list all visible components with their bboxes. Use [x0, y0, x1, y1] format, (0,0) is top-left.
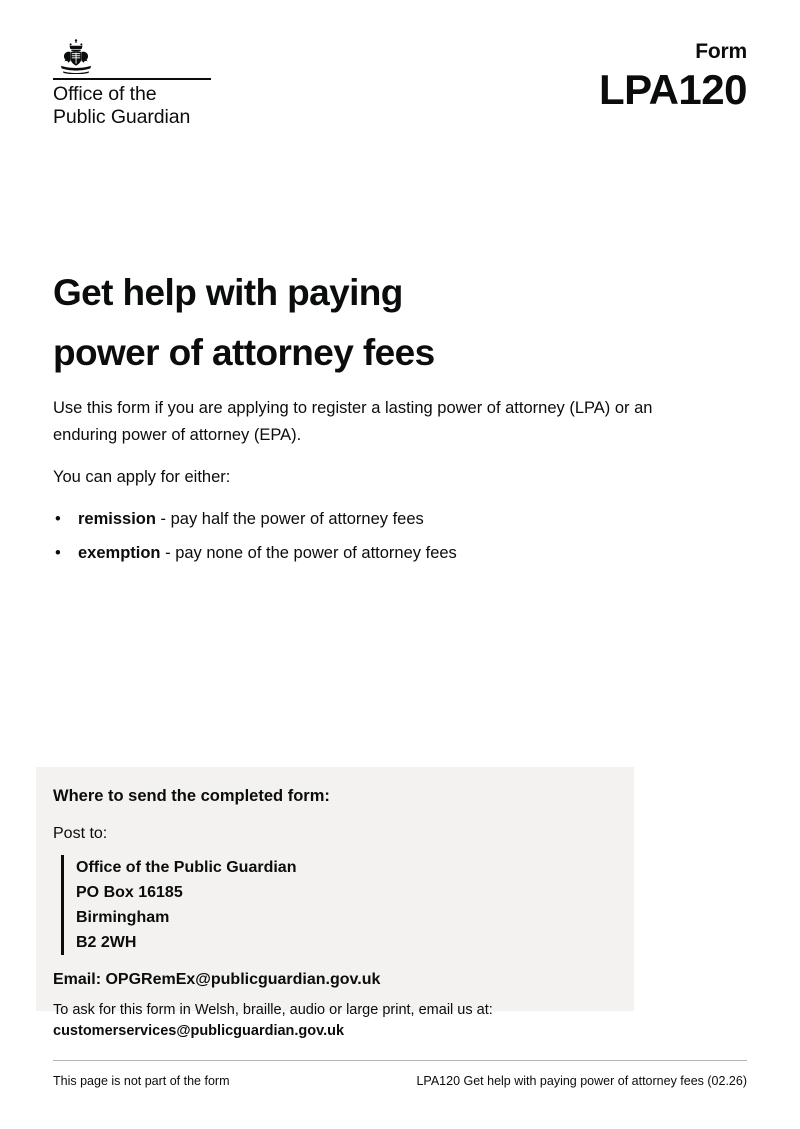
- footer-right-note: LPA120 Get help with paying power of attorney fees (02.26): [416, 1074, 747, 1088]
- intro-paragraph-2: You can apply for either:: [53, 468, 231, 486]
- list-item: [53, 540, 653, 567]
- introduction-section: [53, 395, 653, 574]
- bullet-term: exemption: [78, 544, 161, 562]
- fee-options-list: [53, 506, 653, 567]
- alternative-formats-text: To ask for this form in Welsh, braille, audio or large print, email us at:: [53, 1002, 493, 1018]
- where-to-send-heading: Where to send the completed form:: [53, 787, 330, 805]
- bullet-rest: - pay none of the power of attorney fees: [160, 544, 457, 562]
- footer-left-note: This page is not part of the form: [53, 1074, 230, 1088]
- address-line: B2 2WH: [76, 934, 137, 951]
- contact-email-line: Email: OPGRemEx@publicguardian.gov.uk: [53, 971, 381, 988]
- royal-crest-icon: [55, 38, 97, 74]
- address-line: Office of the Public Guardian: [76, 859, 297, 876]
- page-title-line2: power of attorney fees: [53, 331, 435, 373]
- opg-branding: [53, 38, 211, 129]
- where-to-send-box: [36, 767, 634, 1011]
- post-to-label: Post to:: [53, 825, 108, 842]
- form-identifier: [599, 38, 747, 114]
- intro-paragraph-1: Use this form if you are applying to register a lasting power of attorney (LPA) or an enduring power of attorney (EPA).: [53, 399, 653, 444]
- page-title-line1: Get help with paying: [53, 271, 403, 313]
- footer-divider: [53, 1060, 747, 1061]
- form-number-label: LPA120: [599, 66, 747, 113]
- address-line: PO Box 16185: [76, 884, 183, 901]
- page-title: [53, 263, 673, 383]
- postal-address: [61, 855, 634, 955]
- address-line: Birmingham: [76, 909, 170, 926]
- customer-services-email: customerservices@publicguardian.gov.uk: [53, 1023, 345, 1039]
- page-header: [53, 38, 747, 129]
- page-footer: [53, 1072, 747, 1090]
- opg-brand-line1: Office of the: [53, 83, 157, 105]
- bullet-term: remission: [78, 510, 156, 528]
- form-word-label: Form: [695, 40, 747, 63]
- list-item: [53, 506, 653, 533]
- opg-brand-name: [53, 78, 211, 129]
- bullet-rest: - pay half the power of attorney fees: [155, 510, 424, 528]
- opg-brand-line2: Public Guardian: [53, 106, 191, 128]
- bullet-icon: •: [55, 510, 61, 528]
- bullet-icon: •: [55, 544, 61, 562]
- alternative-formats-note: [53, 1000, 693, 1042]
